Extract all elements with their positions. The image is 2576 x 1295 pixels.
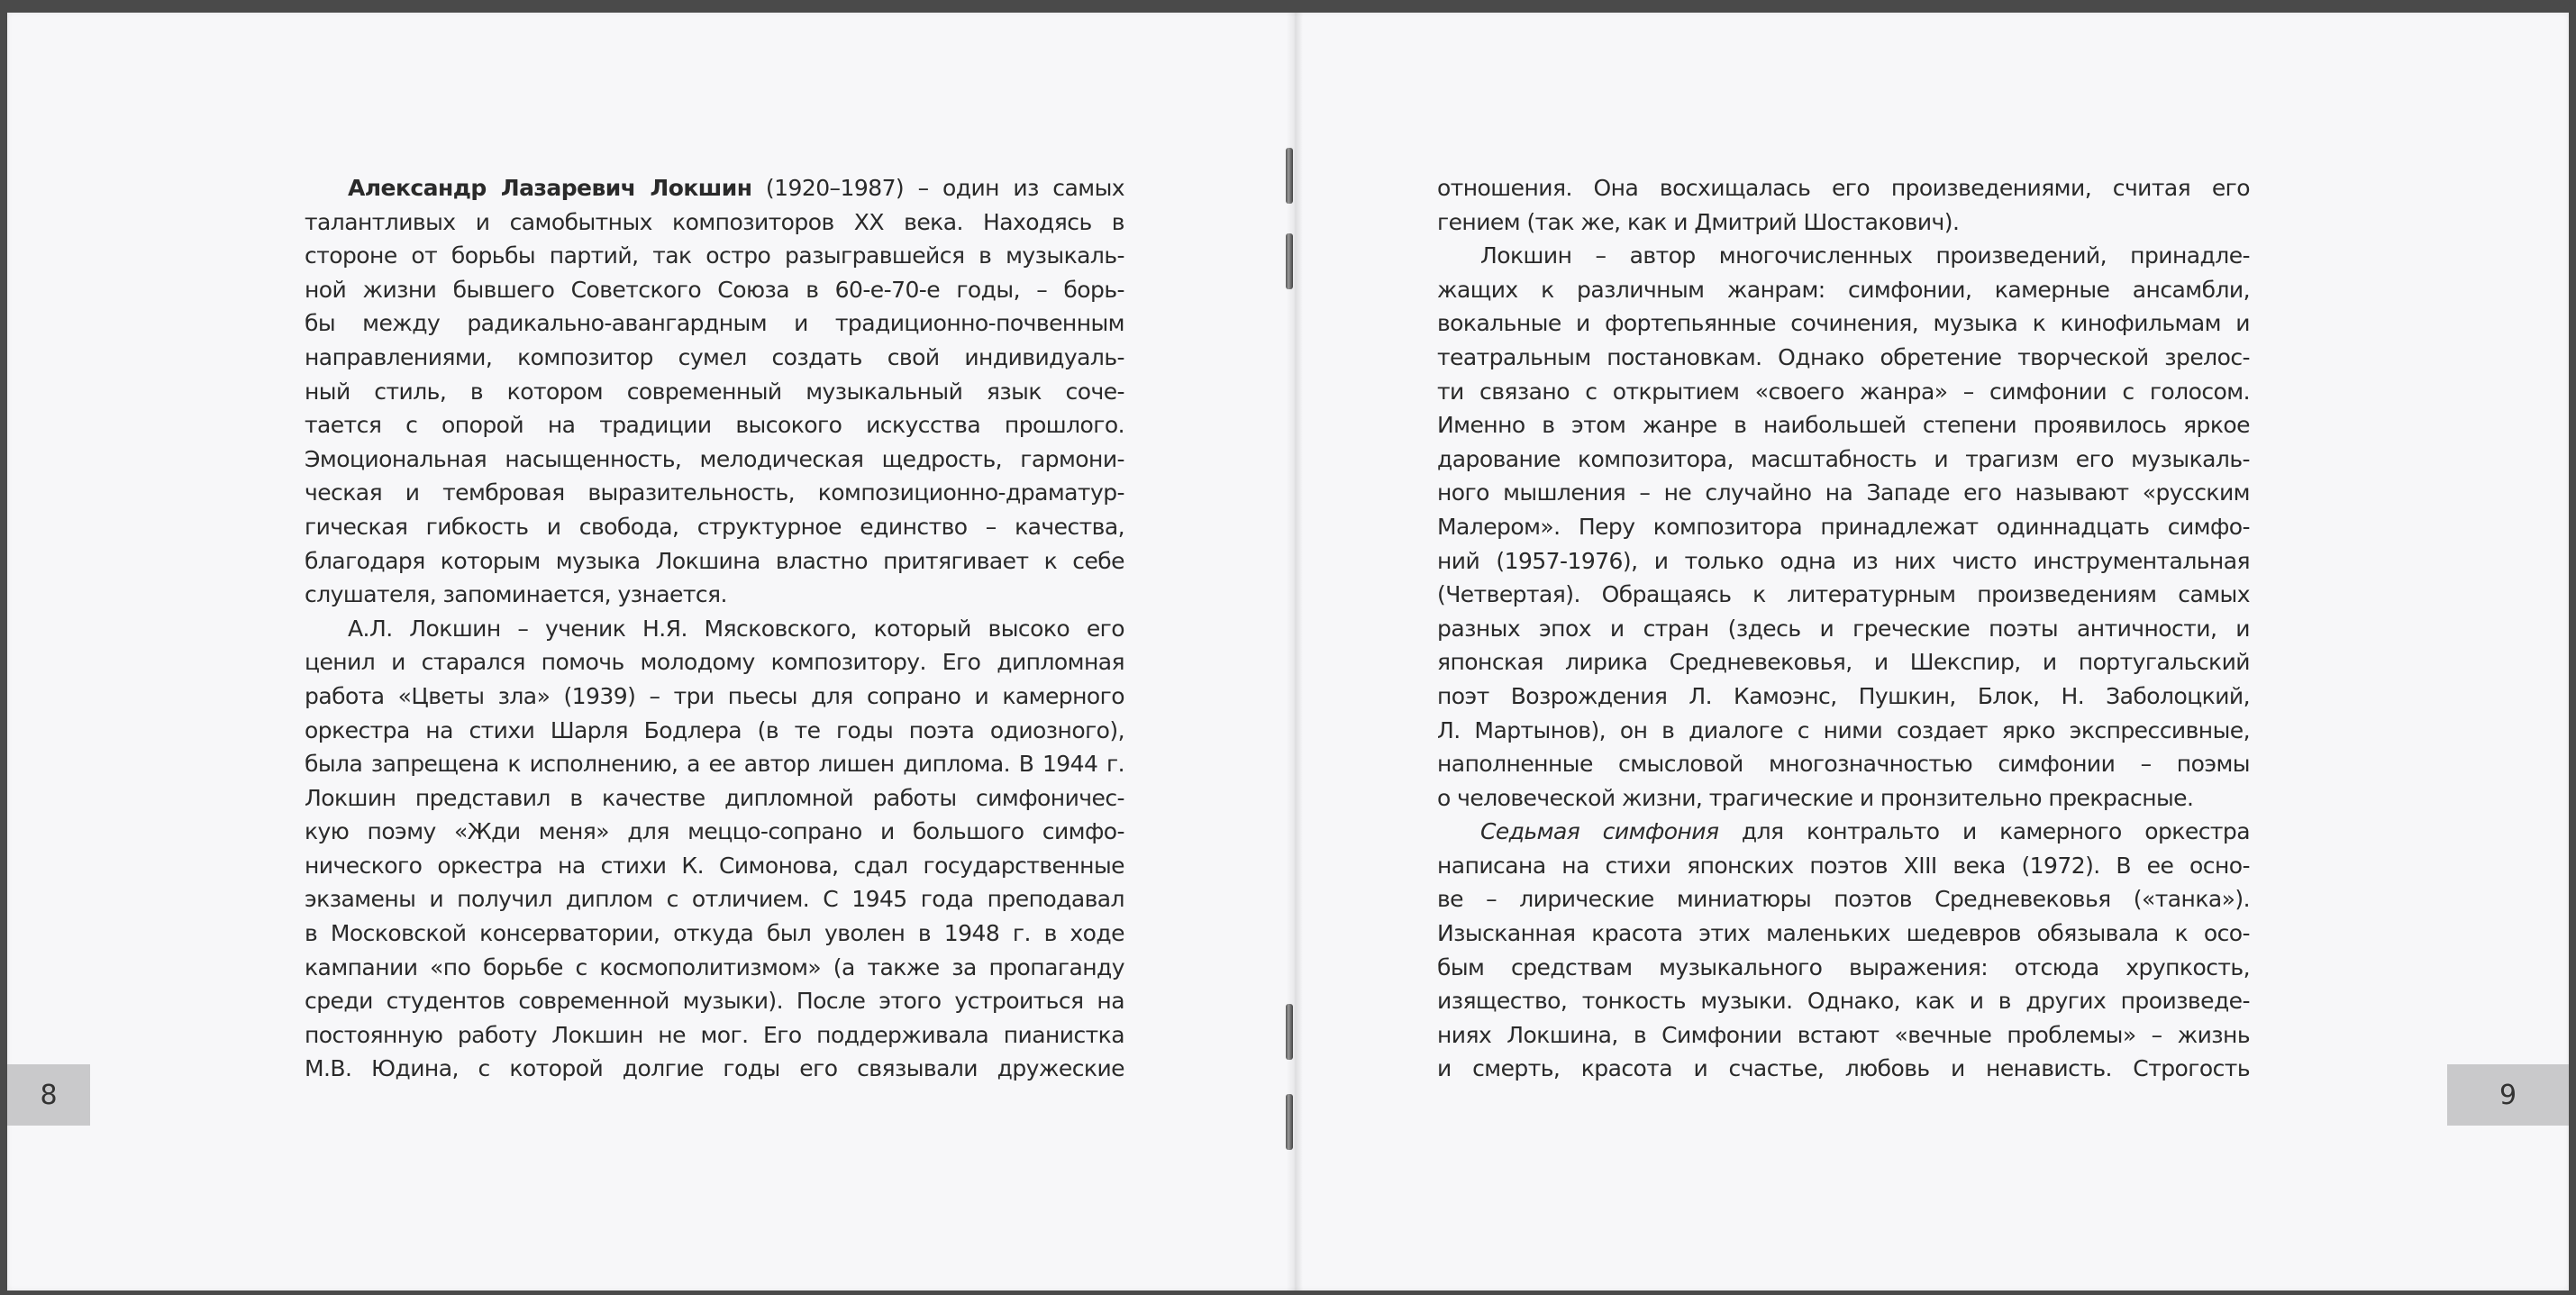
text-run: ный стиль, в котором современный музыкальный язык соче- bbox=[305, 378, 1124, 405]
text-run: наполненные смысловой многозначностью симфонии – поэмы bbox=[1437, 751, 2250, 778]
text-line bbox=[305, 205, 1124, 240]
text-line bbox=[305, 171, 1124, 205]
text-run: направлениями, композитор сумел создать свой индивидуаль- bbox=[305, 343, 1124, 370]
text-line bbox=[1437, 679, 2250, 714]
text-run: и смерть, красота и счастье, любовь и ненависть. Строгость bbox=[1437, 1055, 2250, 1082]
text-run: отношения. Она восхищалась его произведениями, считая его bbox=[1437, 175, 2250, 201]
text-line bbox=[1437, 578, 2250, 612]
text-line bbox=[305, 1018, 1124, 1053]
text-line bbox=[1437, 917, 2250, 951]
text-run: слушателя, запоминается, узнается. bbox=[305, 581, 727, 608]
page-number-left: 8 bbox=[7, 1064, 90, 1126]
text-line bbox=[305, 273, 1124, 307]
text-run: Л. Мартынов), он в диалоге с ними создает ярко экспрессивные, bbox=[1437, 716, 2250, 743]
text-line bbox=[1437, 306, 2250, 341]
text-run: Локшин представил в качестве дипломной работы симфоничес- bbox=[305, 784, 1124, 811]
text-run: японская лирика Средневековья, и Шекспир, и португальский bbox=[1437, 649, 2250, 676]
text-line bbox=[1437, 544, 2250, 579]
text-run: о человеческой жизни, трагические и пронзительно прекрасные. bbox=[1437, 784, 2194, 811]
text-line bbox=[305, 375, 1124, 409]
text-line bbox=[305, 239, 1124, 273]
text-line bbox=[305, 882, 1124, 917]
text-run: бым средствам музыкального выражения: отсюда хрупкость, bbox=[1437, 953, 2250, 980]
left-page-text bbox=[305, 171, 1124, 1086]
text-line bbox=[1437, 408, 2250, 442]
text-run: Эмоциональная насыщенность, мелодическая щедрость, гармони- bbox=[305, 445, 1124, 472]
text-run: поэт Возрождения Л. Камоэнс, Пушкин, Блок, Н. Заболоцкий, bbox=[1437, 682, 2250, 709]
text-run: разных эпох и стран (здесь и греческие поэты античности, и bbox=[1437, 615, 2250, 642]
text-line bbox=[305, 781, 1124, 816]
text-run: Малером». Перу композитора принадлежат одиннадцать симфо- bbox=[1437, 513, 2250, 540]
text-line bbox=[305, 849, 1124, 883]
text-line bbox=[305, 544, 1124, 579]
text-run: (1920–1987) – один из самых bbox=[751, 175, 1125, 201]
text-line bbox=[1437, 645, 2250, 679]
text-run: была запрещена к исполнению, а ее автор лишен диплома. В 1944 г. bbox=[305, 751, 1124, 778]
text-line bbox=[1437, 273, 2250, 307]
text-run: экзамены и получил диплом с отличием. С 1945 года преподавал bbox=[305, 886, 1124, 913]
left-page bbox=[7, 13, 1291, 1290]
text-run: постоянную работу Локшин не мог. Его поддерживала пианистка bbox=[305, 1021, 1124, 1048]
text-line bbox=[1437, 612, 2250, 646]
text-run: ценил и старался помочь молодому композитору. Его дипломная bbox=[305, 649, 1124, 676]
text-run: тается с опорой на традиции высокого искусства прошлого. bbox=[305, 412, 1124, 439]
text-run: оркестра на стихи Шарля Бодлера (в те годы поэта одиозного), bbox=[305, 716, 1124, 743]
text-run: (Четвертая). Обращаясь к литературным произведениям самых bbox=[1437, 581, 2250, 608]
text-line bbox=[305, 645, 1124, 679]
text-run: кую поэму «Жди меня» для меццо-сопрано и большого симфо- bbox=[305, 818, 1124, 845]
text-line bbox=[305, 341, 1124, 375]
staple-top-lower bbox=[1286, 233, 1293, 289]
text-line bbox=[1437, 781, 2250, 816]
text-line bbox=[1437, 882, 2250, 917]
text-line bbox=[1437, 747, 2250, 781]
text-line bbox=[305, 917, 1124, 951]
text-run: М.В. Юдина, с которой долгие годы его связывали дружеские bbox=[305, 1055, 1124, 1082]
text-line bbox=[305, 984, 1124, 1018]
text-line bbox=[305, 747, 1124, 781]
right-page bbox=[1296, 13, 2569, 1290]
text-line bbox=[305, 442, 1124, 477]
text-run: гением (так же, как и Дмитрий Шостакович). bbox=[1437, 208, 1960, 235]
text-line bbox=[1437, 171, 2250, 205]
text-line bbox=[1437, 205, 2250, 240]
text-run: в Московской консерватории, откуда был уволен в 1948 г. в ходе bbox=[305, 920, 1124, 947]
text-run: дарование композитора, масштабность и трагизм его музыкаль- bbox=[1437, 445, 2250, 472]
text-line bbox=[305, 679, 1124, 714]
text-run: ного мышления – не случайно на Западе его называют «русским bbox=[1437, 479, 2250, 506]
text-line bbox=[1437, 1052, 2250, 1086]
text-line bbox=[1437, 1018, 2250, 1053]
text-line bbox=[305, 510, 1124, 544]
text-line bbox=[305, 612, 1124, 646]
text-line bbox=[1437, 984, 2250, 1018]
text-run: Именно в этом жанре в наибольшей степени проявилось яркое bbox=[1437, 412, 2250, 439]
text-run: ве – лирические миниатюры поэтов Средневековья («танка»). bbox=[1437, 886, 2250, 913]
text-run: Изысканная красота этих маленьких шедевров обязывала к осо- bbox=[1437, 920, 2250, 947]
text-line bbox=[1437, 510, 2250, 544]
italic-text: Седьмая симфония bbox=[1480, 818, 1719, 845]
text-line bbox=[1437, 849, 2250, 883]
text-line bbox=[305, 951, 1124, 985]
text-line bbox=[1437, 815, 2250, 849]
text-run: для контральто и камерного оркестра bbox=[1718, 818, 2250, 845]
text-line bbox=[1437, 951, 2250, 985]
text-run: стороне от борьбы партий, так остро разыгравшейся в музыкаль- bbox=[305, 242, 1124, 269]
text-line bbox=[1437, 476, 2250, 510]
right-page-text bbox=[1437, 171, 2250, 1086]
text-line bbox=[305, 578, 1124, 612]
text-run: А.Л. Локшин – ученик Н.Я. Мясковского, который высоко его bbox=[348, 615, 1124, 642]
page-number-right: 9 bbox=[2447, 1064, 2569, 1126]
text-line bbox=[305, 815, 1124, 849]
text-run: вокальные и фортепьянные сочинения, музыка к кинофильмам и bbox=[1437, 310, 2250, 337]
text-run: Локшин – автор многочисленных произведений, принадле- bbox=[1480, 242, 2250, 269]
text-run: кампании «по борьбе с космополитизмом» (а также за пропаганду bbox=[305, 953, 1124, 980]
booklet-spread bbox=[7, 13, 2569, 1290]
text-line bbox=[1437, 239, 2250, 273]
text-run: благодаря которым музыка Локшина властно притягивает к себе bbox=[305, 547, 1124, 574]
text-run: ческая и тембровая выразительность, композиционно-драматур- bbox=[305, 479, 1124, 506]
text-run: бы между радикально-авангардным и традиционно-почвенным bbox=[305, 310, 1124, 337]
text-run: изящество, тонкость музыки. Однако, как и в других произведе- bbox=[1437, 988, 2250, 1015]
text-line bbox=[305, 714, 1124, 748]
text-line bbox=[1437, 375, 2250, 409]
text-run: талантливых и самобытных композиторов XX века. Находясь в bbox=[305, 208, 1124, 235]
text-run: ниях Локшина, в Симфонии встают «вечные проблемы» – жизнь bbox=[1437, 1021, 2250, 1048]
text-line bbox=[305, 408, 1124, 442]
text-line bbox=[1437, 341, 2250, 375]
staple-bottom bbox=[1286, 1094, 1293, 1150]
text-run: гическая гибкость и свобода, структурное единство – качества, bbox=[305, 513, 1124, 540]
text-line bbox=[305, 476, 1124, 510]
staple-top bbox=[1286, 148, 1293, 204]
text-line bbox=[305, 306, 1124, 341]
text-line bbox=[305, 1052, 1124, 1086]
text-line bbox=[1437, 714, 2250, 748]
text-run: нического оркестра на стихи К. Симонова, сдал государственные bbox=[305, 852, 1124, 879]
text-line bbox=[1437, 442, 2250, 477]
bold-text: Александр Лазаревич Локшин bbox=[348, 175, 752, 201]
text-run: написана на стихи японских поэтов XIII века (1972). В ее осно- bbox=[1437, 852, 2250, 879]
text-run: ний (1957-1976), и только одна из них чисто инструментальная bbox=[1437, 547, 2250, 574]
staple-bottom-upper bbox=[1286, 1004, 1293, 1060]
text-run: жащих к различным жанрам: симфонии, камерные ансамбли, bbox=[1437, 276, 2250, 303]
text-run: ти связано с открытием «своего жанра» – симфонии с голосом. bbox=[1437, 378, 2250, 405]
text-run: среди студентов современной музыки). После этого устроиться на bbox=[305, 988, 1124, 1015]
text-run: работа «Цветы зла» (1939) – три пьесы для сопрано и камерного bbox=[305, 682, 1124, 709]
text-run: театральным постановкам. Однако обретение творческой зрелос- bbox=[1437, 343, 2250, 370]
text-run: ной жизни бывшего Советского Союза в 60-е-70-е годы, – борь- bbox=[305, 276, 1124, 303]
